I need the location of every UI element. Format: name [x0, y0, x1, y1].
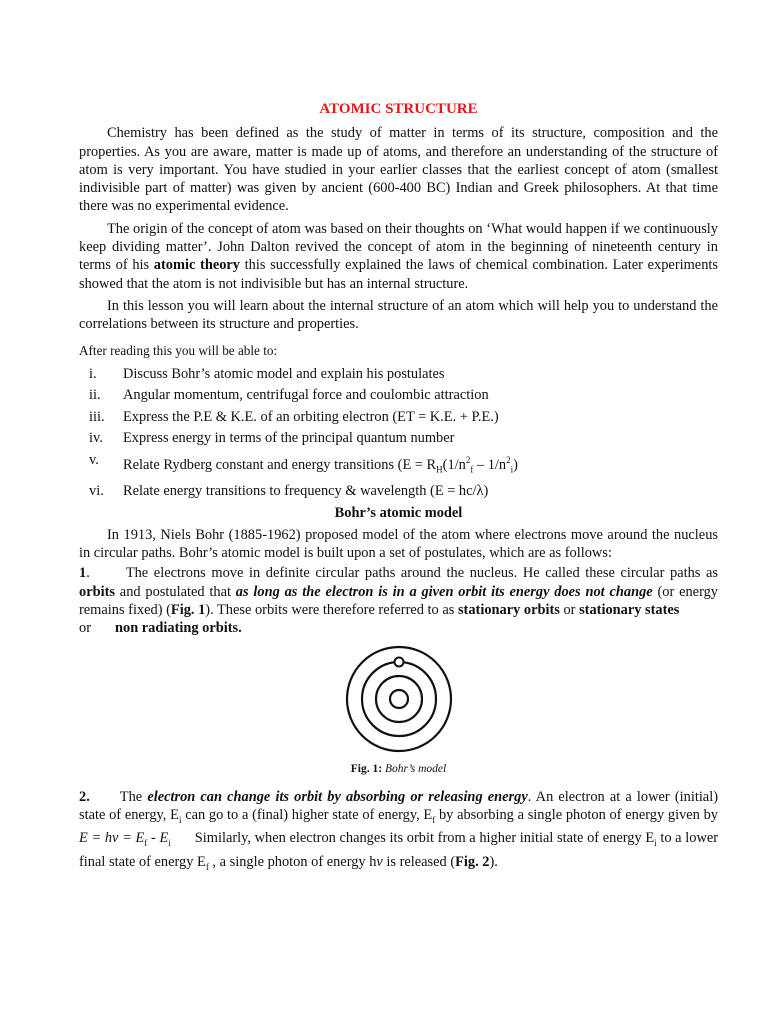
figure-caption: Fig. 1: Bohr’s model — [350, 762, 447, 775]
postulate-1-continued: or non radiating orbits. — [79, 620, 242, 637]
page-title: ATOMIC STRUCTURE — [319, 101, 478, 117]
postulate-1: 1. The electrons move in definite circular paths around the nucleus. He called these circular paths as orbits and postulated that as long as the electron is in a given orbit its energy does not change (or energy remains fixed) (Fig. 1). These orbits were therefore referred to as stationary orbits or stationary states — [79, 565, 718, 619]
paragraph-lesson: In this lesson you will learn about the internal structure of an atom which will help you to understand the correlations between its structure and properties. — [79, 297, 718, 333]
paragraph-intro: Chemistry has been defined as the study of matter in terms of its structure, composition and the properties. As you are aware, matter is made up of atoms, and therefore an understanding of the structure of atom is very important. You have studied in your earlier classes that the earliest concept of atom (smallest indivisible part of matter) was given by ancient (600-400 BC) Indian and Greek philosophers. At that time there was no experimental evidence. — [79, 125, 718, 215]
orbit-inner — [376, 676, 422, 722]
postulate-2: 2. The electron can change its orbit by absorbing or releasing energy. An electron at a lower (initial) state of energy, $E_i$ can go to a (final) higher state of energy, $E_f$ by absorbing a single photon of energy given by $E = h\nu = E_f - E_i$ Similarly, when electron changes its orbit from a higher initial state of energy $E_i$ to a lower final state of energy $E_f$ , a single photon of energy hν is released (Fig. 2). — [79, 788, 719, 872]
electron — [394, 657, 403, 666]
paragraph-bohr: In 1913, Niels Bohr (1885-1962) proposed model of the atom where electrons move around the nucleus in circular paths. Bohr’s atomic model is built upon a set of postulates, which are as follows: — [79, 526, 718, 562]
list-item: vi. Relate energy transitions to frequency & wavelength (E = hc/λ) — [89, 483, 489, 500]
figure-bohr-model — [79, 644, 718, 754]
list-item: v. Relate Rydberg constant and energy transitions ($E = R_H(1/n^2_f - 1/n^2_i)$ — [89, 451, 518, 475]
section-heading-bohr: Bohr’s atomic model — [334, 504, 463, 521]
objectives-intro: After reading this you will be able to: — [79, 342, 278, 358]
bohr-model-diagram — [344, 644, 454, 754]
document-body — [79, 100, 718, 876]
paragraph-origin: The origin of the concept of atom was based on their thoughts on ‘What would happen if we continuously keep dividing matter’. John Dalton revived the concept of atom in the beginning of nineteenth century in terms of his atomic theory this successfully explained the laws of chemical combination. Later experiments showed that the atom is not indivisible but has an internal structure. — [79, 220, 718, 292]
list-item: iii. Express the P.E & K.E. of an orbiting electron (ET = K.E. + P.E.) — [89, 408, 499, 425]
list-item: iv. Express energy in terms of the principal quantum number — [89, 430, 455, 447]
nucleus — [390, 690, 408, 708]
list-item: i. Discuss Bohr’s atomic model and explain his postulates — [89, 365, 445, 382]
objectives-list — [79, 364, 718, 503]
list-item: ii. Angular momentum, centrifugal force and coulombic attraction — [89, 387, 489, 404]
orbit-middle — [362, 662, 436, 736]
